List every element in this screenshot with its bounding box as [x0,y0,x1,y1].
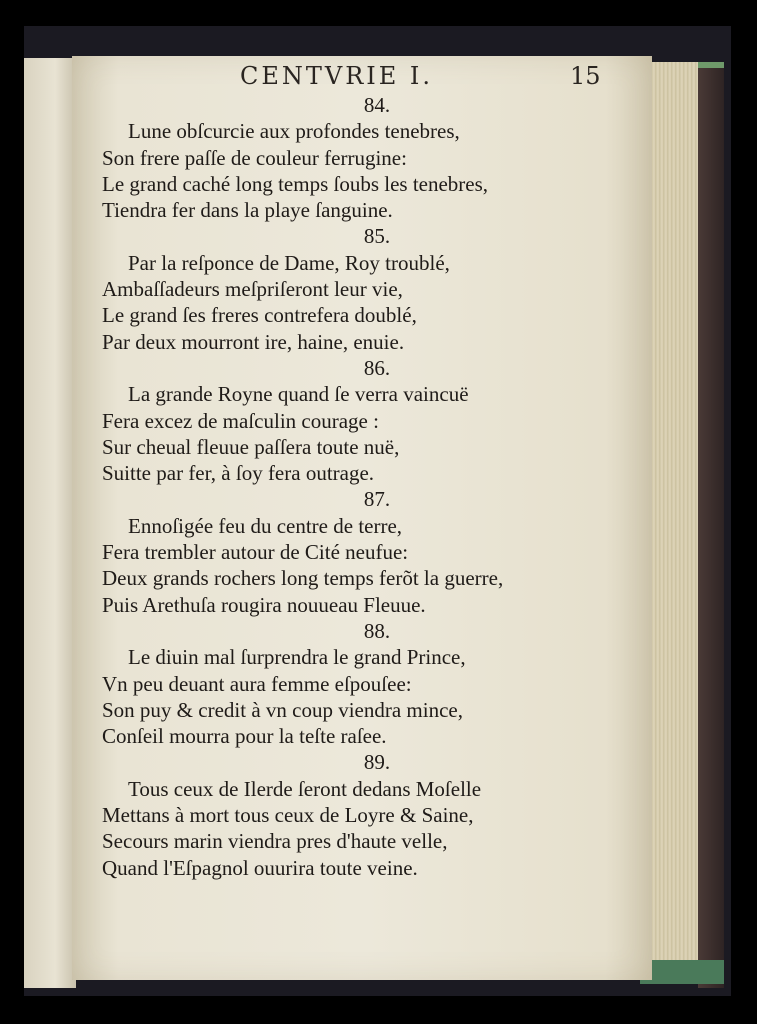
quatrain [102,618,622,749]
quatrain-number: 87. [363,487,391,512]
verse-line: La grande Royne quand ſe verra vaincuë [128,382,469,407]
quatrain-number: 89. [363,750,391,775]
book-cover-corner [640,960,724,984]
verse-line: Fera excez de maſculin courage : [102,408,379,433]
verse-line: Tiendra fer dans la playe ſanguine. [102,198,393,223]
verse-line: Mettans à mort tous ceux de Loyre & Saine, [102,803,474,828]
verse-line: Deux grands rochers long temps ferõt la guerre, [102,566,504,591]
verse-line: Vn peu deuant aura femme eſpouſee: [102,671,412,696]
quatrain [102,223,622,354]
verse-line: Par deux mourront ire, haine, enuie. [102,329,405,354]
verse-line: Ambaſſadeurs meſpriſeront leur vie, [102,277,403,302]
quatrain-number: 88. [363,618,391,643]
quatrain-number: 86. [363,355,391,380]
verse-line: Fera trembler autour de Cité neufue: [102,540,409,565]
verse-line: Quand l'Eſpagnol ouurira toute veine. [102,855,418,880]
verse-line: Suitte par fer, à ſoy fera outrage. [102,461,375,486]
quatrain-text [102,92,622,881]
page-number: 15 [570,62,601,90]
verse-line: Conſeil mourra pour la teſte raſee. [102,724,387,749]
quatrain [102,486,622,617]
quatrain-number: 85. [363,224,391,249]
running-title: CENTVRIE I. [240,62,434,90]
verse-line: Le diuin mal ſurprendra le grand Prince, [128,645,466,670]
verse-line: Tous ceux de Ilerde ſeront dedans Moſelle [128,776,482,801]
quatrain [102,92,622,223]
quatrain-number: 84. [363,93,391,117]
verse-line: Son puy & credit à vn coup viendra mince, [102,697,463,722]
verse-line: Puis Arethuſa rougira nouueau Fleuue. [102,592,426,617]
verse-line: Ennoſigée feu du centre de terre, [128,513,403,538]
verse-line: Le grand caché long temps ſoubs les tenebres, [102,171,489,196]
book-cover-edge [698,62,724,988]
verse-line: Secours marin viendra pres d'haute velle, [102,829,448,854]
verse-line: Sur cheual fleuue paſſera toute nuë, [102,434,400,459]
left-page-edge [24,58,76,988]
verse-line: Par la reſponce de Dame, Roy troublé, [128,250,450,275]
quatrain [102,355,622,486]
verse-line: Lune obſcurcie aux profondes tenebres, [128,119,460,144]
page-block-edge [652,62,700,980]
quatrain [102,749,622,880]
verse-line: Le grand ſes freres contrefera doublé, [102,303,417,328]
verse-line: Son frere paſſe de couleur ferrugine: [102,145,407,170]
